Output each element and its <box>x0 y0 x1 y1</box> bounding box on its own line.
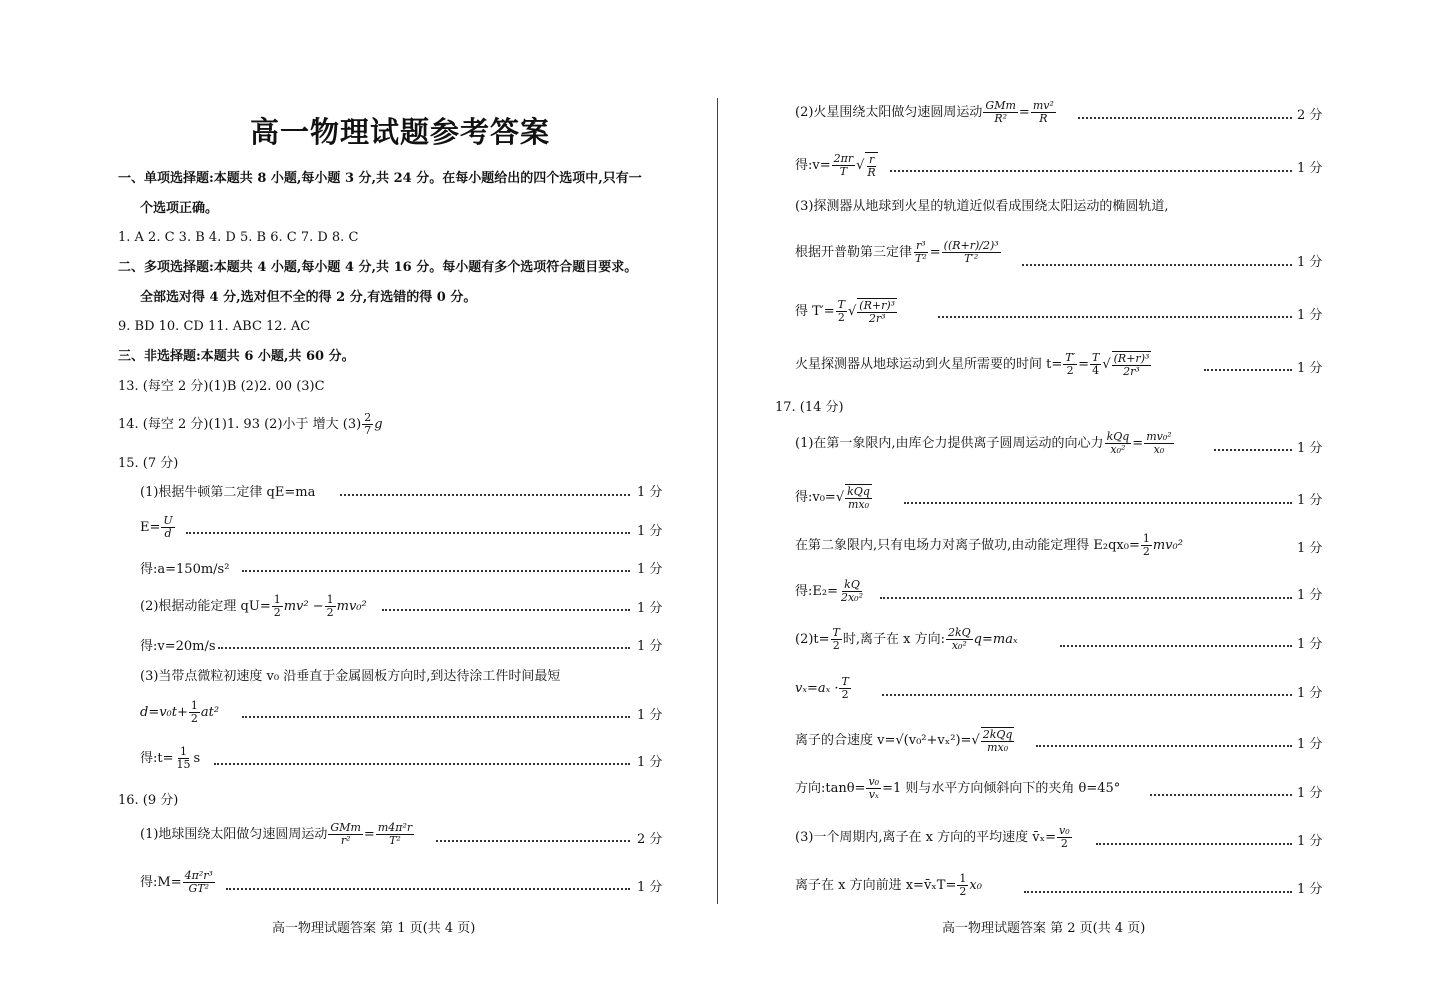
q15-l8-pre: 得:t= <box>140 751 174 766</box>
q17-score-1: 1 分 <box>1297 441 1323 456</box>
leader-dots <box>890 170 1292 172</box>
r8-sqrt-num: kQq <box>847 485 870 498</box>
r6-sqrt-den: 2r³ <box>1123 365 1140 378</box>
q15-score-1: 1 分 <box>637 485 663 500</box>
q16-line-7: 得 T′= $\frac{T}{2}$ √ $\frac{\text{(R+r)³}}{\text{2r³}}$ <box>795 298 896 325</box>
section-3-heading: 三、非选择题:本题共 6 小题,共 60 分。 <box>118 349 355 364</box>
r4-n2: ((R+r)/2)³ <box>943 239 999 252</box>
q15-score-2: 1 分 <box>637 524 663 539</box>
q16-line-5: (3)探测器从地球到火星的轨道近似看成围绕太阳运动的椭圆轨道, <box>795 199 1169 214</box>
half-den: 2 <box>1142 545 1150 558</box>
q15-l2-num: U <box>163 514 173 527</box>
q15-line-6: (3)当带点微粒初速度 v₀ 沿垂直于金属圆板方向时,到达待涂工件时间最短 <box>140 669 561 684</box>
q16-score-3: 2 分 <box>1297 108 1323 123</box>
r2-sqrt-den: R <box>867 166 876 179</box>
section-2-heading-cont: 全部选对得 4 分,选对但不全的得 2 分,有选错的得 0 分。 <box>140 290 477 305</box>
q17-score-9: 1 分 <box>1297 834 1323 849</box>
r11-n2: 2kQ <box>947 626 971 639</box>
leader-dots <box>436 840 630 842</box>
r7-pre: (1)在第一象限内,由库仑力提供离子圆周运动的向心力 <box>795 436 1104 451</box>
r12-den: 2 <box>841 688 849 701</box>
r10-den: 2x₀² <box>840 591 864 604</box>
r1-n1: GMm <box>985 99 1016 112</box>
r2-sqrt-num: r <box>868 153 875 166</box>
q17-score-10: 1 分 <box>1297 882 1323 897</box>
q17-score-2: 1 分 <box>1297 493 1323 508</box>
leader-dots <box>242 716 630 718</box>
leader-dots <box>938 316 1292 318</box>
section-1-heading: 一、单项选择题:本题共 8 小题,每小题 3 分,共 24 分。在每小题给出的四个选项中,只有一 <box>118 171 642 186</box>
q15-line-7 <box>140 700 219 725</box>
leader-dots <box>1036 745 1292 747</box>
r11-mid: 时,离子在 x 方向: <box>842 632 945 647</box>
q17-line-1: (1)在第一象限内,由库仑力提供离子圆周运动的向心力 $\frac{\text{kQq}}{\text{x₀²}}$ = $\frac{\text{mv₀²}}{\text{x₀}}$ <box>795 430 1172 456</box>
leader-dots <box>1024 891 1292 893</box>
r5-den: 2 <box>837 311 845 324</box>
leader-dots <box>1204 369 1292 371</box>
leader-dots <box>904 502 1292 504</box>
q17-line-5 <box>795 627 1018 652</box>
q14-fraction <box>362 412 373 437</box>
r6-d2: 4 <box>1092 364 1100 377</box>
r14-pre: 方向:tanθ= <box>795 781 866 796</box>
r11-d2: x₀² <box>951 639 967 652</box>
leader-dots <box>1022 264 1292 266</box>
q16-l2-num: 4π²r³ <box>184 869 213 882</box>
q15-l8-den: 15 <box>176 758 191 771</box>
q16-l2-pre: 得:M= <box>140 875 182 890</box>
leader-dots <box>226 888 630 890</box>
q15-score-7: 1 分 <box>637 755 663 770</box>
leader-dots <box>1150 794 1292 796</box>
q16-l1-eq: = <box>363 827 375 842</box>
q16-l1-d2: T² <box>389 834 401 847</box>
r10-num: kQ <box>844 578 860 591</box>
q15-score-5: 1 分 <box>637 639 663 654</box>
q13-answer: 13. (每空 2 分)(1)B (2)2. 00 (3)C <box>118 379 325 394</box>
q17-line-9 <box>795 825 1073 850</box>
q17-score-3: 1 分 <box>1297 541 1323 556</box>
q15-l7-pre: d=v₀t+ <box>140 705 188 720</box>
q17-line-6 <box>795 676 852 701</box>
r10-pre: 得:E₂= <box>795 584 838 599</box>
r1-d1: R² <box>994 112 1008 125</box>
page-divider <box>717 98 718 904</box>
r12-pre: vₓ=aₓ · <box>795 681 839 696</box>
r12-num: T <box>841 675 849 688</box>
q15-l4-tail: mv₀² <box>336 599 367 614</box>
q16-l2-den: GT² <box>188 882 210 895</box>
r7-n2: mv₀² <box>1146 430 1172 443</box>
half-num: 1 <box>959 872 967 885</box>
r13-sqrt-den: mx₀ <box>987 741 1009 754</box>
r15-pre: (3)一个周期内,离子在 x 方向的平均速度 v̄ₓ= <box>795 830 1057 845</box>
r6-pre: 火星探测器从地球运动到火星所需要的时间 t= <box>795 357 1063 372</box>
leader-dots <box>214 763 630 765</box>
q17-line-7: 离子的合速度 v=√(v₀²+vₓ²)=√ $\frac{\text{2kQq}}{\text{mx₀}}$ <box>795 728 1013 754</box>
half-den: 2 <box>273 606 281 619</box>
q14-tail: g <box>374 417 383 432</box>
q16-line-4: 得:v= $\frac{2\pi r}{T}$ √ $\frac{r}{R}$ <box>795 152 876 179</box>
q15-line-5: 得:v=20m/s <box>140 639 216 654</box>
r11-tail: q=maₓ <box>973 632 1018 647</box>
leader-dots <box>186 532 630 534</box>
q17-line-3 <box>795 533 1183 558</box>
half-num: 1 <box>1142 532 1150 545</box>
q17-line-8 <box>795 776 1120 801</box>
section-2-heading: 二、多项选择题:本题共 4 小题,每小题 4 分,共 16 分。每小题有多个选项符合题目要求。 <box>118 260 638 275</box>
half-den: 2 <box>959 885 967 898</box>
q15-line-2 <box>140 515 176 540</box>
left-page <box>0 0 718 1002</box>
r1-d2: R <box>1039 112 1048 125</box>
q17-heading: 17. (14 分) <box>775 400 844 415</box>
q14-frac-num: 2 <box>364 411 372 424</box>
r13-sqrt-num: 2kQq <box>982 728 1013 741</box>
q16-l1-n2: m4π²r <box>377 821 413 834</box>
r6-sqrt-num: (R+r)³ <box>1113 352 1150 365</box>
q15-line-4 <box>140 594 367 619</box>
half-num: 1 <box>273 593 281 606</box>
leader-dots <box>382 609 630 611</box>
r15-num: v₀ <box>1059 824 1070 837</box>
half-den: 2 <box>326 606 334 619</box>
r7-n1: kQq <box>1106 430 1130 443</box>
q15-l8-tail: s <box>193 751 201 766</box>
q16-l1-pre: (1)地球围绕太阳做匀速圆周运动 <box>140 827 328 842</box>
r14-num: v₀ <box>868 775 880 788</box>
q17-line-4 <box>795 579 866 604</box>
r5-sqrt-num: (R+r)³ <box>859 299 896 312</box>
r1-n2: mv² <box>1032 99 1054 112</box>
q17-line-10 <box>795 873 982 898</box>
half-num: 1 <box>190 699 198 712</box>
q16-l1-n1: GMm <box>330 821 361 834</box>
r6-n1: T′ <box>1065 351 1076 364</box>
q16-score-1: 2 分 <box>637 832 663 847</box>
r6-d1: 2 <box>1066 364 1074 377</box>
leader-dots <box>340 494 630 496</box>
q15-line-8 <box>140 746 200 771</box>
q17-line-2: 得:v₀=√ $\frac{\text{kQq}}{\text{mx₀}}$ <box>795 485 870 511</box>
r14-tail: =1 则与水平方向倾斜向下的夹角 θ=45° <box>882 781 1121 796</box>
q17-score-6: 1 分 <box>1297 686 1323 701</box>
q16-line-6: 根据开普勒第三定律 $\frac{\text{r³}}{\text{T²}}$ = $\frac{\text{((R+r)/2)³}}{\text{T′²}}$ <box>795 239 999 265</box>
answers-multi-choice: 9. BD 10. CD 11. ABC 12. AC <box>118 319 311 334</box>
section-1-heading-cont: 个选项正确。 <box>140 201 219 216</box>
r9-tail: mv₀² <box>1152 538 1183 553</box>
r11-num: T <box>832 626 840 639</box>
r16-tail: x₀ <box>969 878 982 893</box>
r5-pre: 得 T′= <box>795 304 835 319</box>
q16-heading: 16. (9 分) <box>118 793 179 808</box>
q16-line-2 <box>140 870 216 895</box>
q16-line-1 <box>140 822 415 847</box>
r7-d1: x₀² <box>1110 443 1126 456</box>
q15-line-1: (1)根据牛顿第二定律 qE=ma <box>140 485 316 500</box>
leader-dots <box>1060 645 1292 647</box>
r8-sqrt-den: mx₀ <box>847 498 870 511</box>
r2-pre: 得:v= <box>795 158 831 173</box>
q15-score-3: 1 分 <box>637 562 663 577</box>
r4-d2: T′² <box>964 252 979 265</box>
q17-score-7: 1 分 <box>1297 737 1323 752</box>
q16-score-4: 1 分 <box>1297 161 1323 176</box>
r8-pre: 得:v₀= <box>795 490 836 505</box>
r7-d2: x₀ <box>1153 443 1165 456</box>
r9-pre: 在第二象限内,只有电场力对离子做功,由动能定理得 E₂qx₀= <box>795 538 1140 553</box>
q15-heading: 15. (7 分) <box>118 456 179 471</box>
q16-score-2: 1 分 <box>637 880 663 895</box>
r15-den: 2 <box>1060 837 1068 850</box>
r2-num: 2πr <box>833 152 854 165</box>
q17-score-4: 1 分 <box>1297 588 1323 603</box>
leader-dots <box>880 597 1292 599</box>
r4-pre: 根据开普勒第三定律 <box>795 245 913 260</box>
half-den: 2 <box>190 712 198 725</box>
answers-single-choice: 1. A 2. C 3. B 4. D 5. B 6. C 7. D 8. C <box>118 230 359 245</box>
q15-line-3: 得:a=150m/s² <box>140 562 230 577</box>
q14-answer <box>118 412 383 437</box>
q15-l4-pre: (2)根据动能定理 qU= <box>140 599 271 614</box>
q15-l2-den: d <box>164 527 172 540</box>
r16-pre: 离子在 x 方向前进 x=v̄ₓT= <box>795 878 957 893</box>
q14-frac-den: 7 <box>364 424 372 437</box>
q17-score-8: 1 分 <box>1297 786 1323 801</box>
page-title: 高一物理试题参考答案 <box>250 115 551 149</box>
leader-dots <box>1078 117 1292 119</box>
r11-den: 2 <box>832 639 840 652</box>
q16-score-5: 1 分 <box>1297 255 1323 270</box>
leader-dots <box>882 694 1292 696</box>
r2-den: T <box>839 165 848 178</box>
right-page <box>720 0 1437 1002</box>
q15-l2-pre: E= <box>140 520 161 535</box>
r6-n2: T <box>1092 351 1100 364</box>
r13-pre: 离子的合速度 v=√(v₀²+vₓ²)= <box>795 733 972 748</box>
half-num: 1 <box>326 593 334 606</box>
q16-score-7: 1 分 <box>1297 361 1323 376</box>
r11-pre: (2)t= <box>795 632 830 647</box>
q16-l1-d1: r² <box>340 834 351 847</box>
r14-den: vₓ <box>868 788 879 801</box>
q17-score-5: 1 分 <box>1297 637 1323 652</box>
leader-dots <box>1096 843 1292 845</box>
q15-l8-num: 1 <box>180 745 187 758</box>
q15-score-4: 1 分 <box>637 601 663 616</box>
page-footer: 高一物理试题答案 第 2 页(共 4 页) <box>942 921 1146 936</box>
r4-d1: T² <box>915 252 927 265</box>
page-footer: 高一物理试题答案 第 1 页(共 4 页) <box>272 921 476 936</box>
q15-score-6: 1 分 <box>637 708 663 723</box>
leader-dots <box>218 647 630 649</box>
q15-l4-mid: mv² − <box>283 599 324 614</box>
r5-num: T <box>837 298 845 311</box>
q16-line-8: 火星探测器从地球运动到火星所需要的时间 t= $\frac{T'}{2}$ = $\frac{T}{4}$ √ $\frac{\text{(R+r)³}}{\text{2r³}}$ <box>795 351 1150 378</box>
r1-pre: (2)火星围绕太阳做匀速圆周运动 <box>795 105 983 120</box>
leader-dots <box>242 570 630 572</box>
r4-n1: r³ <box>916 239 926 252</box>
r5-sqrt-den: 2r³ <box>868 312 886 325</box>
q15-l7-tail: at² <box>200 705 220 720</box>
leader-dots <box>1214 449 1292 451</box>
q14-text: 14. (每空 2 分)(1)1. 93 (2)小于 增大 (3) <box>118 417 362 432</box>
q16-score-6: 1 分 <box>1297 308 1323 323</box>
q16-line-3: (2)火星围绕太阳做匀速圆周运动 $\frac{\text{GMm}}{\text{R²}}$ = $\frac{\text{mv²}}{R}$ <box>795 99 1054 125</box>
